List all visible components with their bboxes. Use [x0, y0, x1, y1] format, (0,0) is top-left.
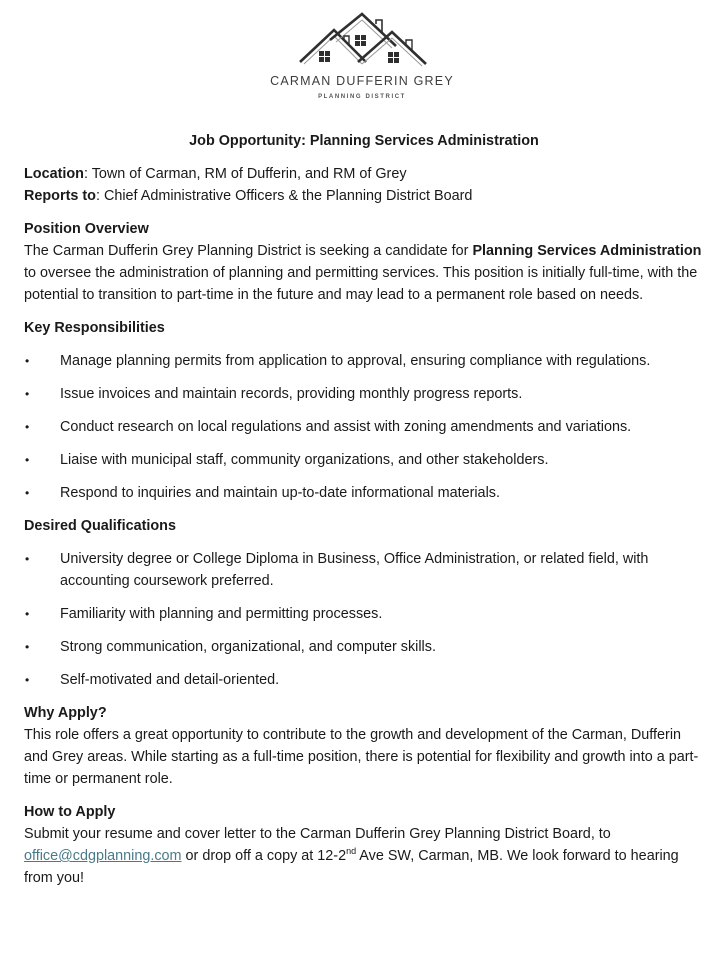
why-apply-text: This role offers a great opportunity to contribute to the growth and development of the Carman, Dufferin and Grey areas. While starting as a full-time position, there is potential for flexibility and growth into a part-time or permanent role. — [24, 727, 699, 787]
logo — [262, 10, 462, 105]
text-span: Submit your resume and cover letter to the Carman Dufferin Grey Planning District Board, to — [24, 826, 611, 842]
section-heading: Why Apply? — [24, 705, 107, 721]
desired-qualifications-section — [24, 515, 704, 691]
list-item — [24, 416, 704, 438]
meta-info — [24, 163, 704, 207]
text-span: to oversee the administration of planning and permitting services. This position is initially full-time, with the potential to transition to part-time in the future and may lead to a permanent role based on needs. — [24, 265, 698, 303]
list-item — [24, 603, 704, 625]
bullet-icon: • — [25, 420, 30, 434]
bullet-icon: • — [25, 387, 30, 401]
list-item — [24, 636, 704, 658]
section-heading: Position Overview — [24, 221, 149, 237]
reports-to-label: Reports to — [24, 188, 96, 204]
how-to-apply-section — [24, 801, 704, 889]
email-link[interactable]: office@cdgplanning.com — [24, 848, 182, 864]
document-body — [24, 130, 704, 900]
position-overview-section — [24, 218, 704, 306]
list-item — [24, 669, 704, 691]
bullet-icon: • — [25, 607, 30, 621]
ordinal-suffix: nd — [346, 846, 357, 857]
reports-to-line — [24, 185, 704, 207]
list-item-text: University degree or College Diploma in Business, Office Administration, or related field, with accounting coursework preferred. — [60, 551, 649, 589]
bullet-icon: • — [25, 486, 30, 500]
list-item — [24, 350, 704, 372]
list-item-text: Conduct research on local regulations and assist with zoning amendments and variations. — [60, 419, 632, 435]
list-item — [24, 383, 704, 405]
list-item-text: Respond to inquiries and maintain up-to-date informational materials. — [60, 485, 500, 501]
key-responsibilities-section — [24, 317, 704, 504]
list-item-text: Self-motivated and detail-oriented. — [60, 672, 280, 688]
section-heading: Desired Qualifications — [24, 518, 176, 534]
why-apply-section — [24, 702, 704, 790]
bullet-icon: • — [25, 673, 30, 687]
page-title: Job Opportunity: Planning Services Administration — [189, 133, 539, 149]
list-item-text: Liaise with municipal staff, community organizations, and other stakeholders. — [60, 452, 549, 468]
list-item-text: Familiarity with planning and permitting processes. — [60, 606, 383, 622]
bullet-icon: • — [25, 552, 30, 566]
text-span: The Carman Dufferin Grey Planning District is seeking a candidate for — [24, 243, 473, 259]
responsibilities-list — [24, 350, 704, 504]
location-label: Location — [24, 166, 84, 182]
location-value: : Town of Carman, RM of Dufferin, and RM of Grey — [83, 166, 407, 182]
qualifications-list — [24, 548, 704, 691]
houses-logo-icon — [292, 10, 432, 70]
list-item-text: Strong communication, organizational, and computer skills. — [60, 639, 436, 655]
list-item — [24, 482, 704, 504]
how-to-apply-text — [24, 823, 704, 889]
position-overview-text — [24, 240, 704, 306]
bold-span: Planning Services Administration — [472, 243, 702, 259]
list-item-text: Issue invoices and maintain records, providing monthly progress reports. — [60, 386, 523, 402]
bullet-icon: • — [25, 640, 30, 654]
location-line — [24, 163, 704, 185]
section-heading: Key Responsibilities — [24, 320, 165, 336]
logo-title: CARMAN DUFFERIN GREY — [270, 74, 454, 88]
list-item — [24, 548, 704, 592]
bullet-icon: • — [25, 453, 30, 467]
text-span: or drop off a copy at 12-2 — [181, 848, 347, 864]
section-heading: How to Apply — [24, 804, 116, 820]
list-item-text: Manage planning permits from application to approval, ensuring compliance with regulations. — [60, 353, 651, 369]
bullet-icon: • — [25, 354, 30, 368]
list-item — [24, 449, 704, 471]
reports-to-value: : Chief Administrative Officers & the Planning District Board — [95, 188, 473, 204]
logo-subtitle: PLANNING DISTRICT — [318, 94, 406, 100]
text-span: Ave SW, Carman, MB. We look forward to hearing from you! — [24, 848, 679, 886]
